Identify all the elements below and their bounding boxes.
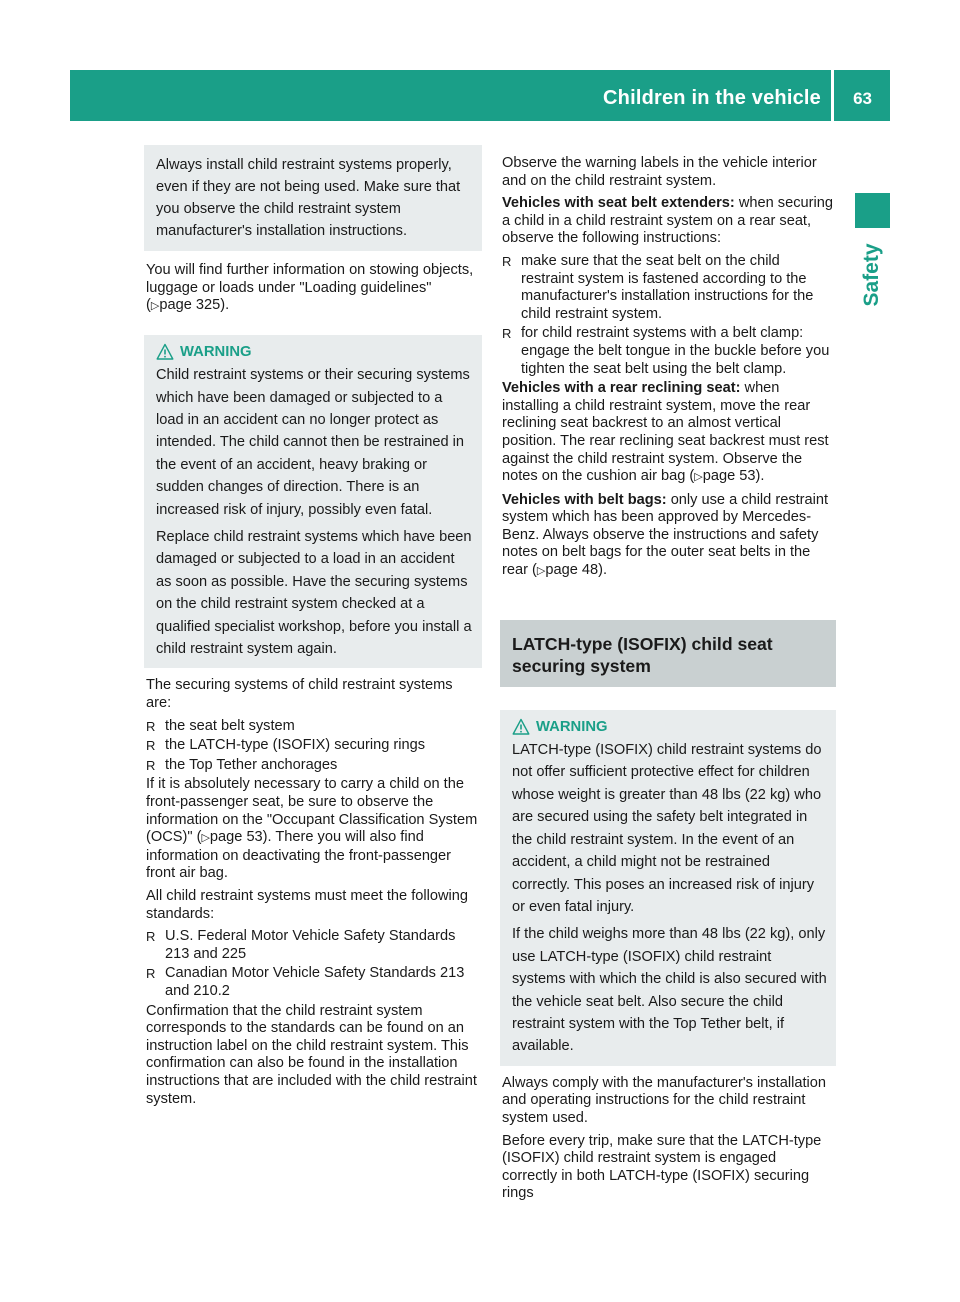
standards-intro: All child restraint systems must meet the following standards: — [146, 888, 468, 922]
page-ref-arrow-icon: ▷ — [694, 471, 703, 484]
list-item: R make sure that the seat belt on the child restraint system is fastened according to the manufacturer's installation instructions for the child restraint system. — [502, 253, 834, 323]
note-box — [144, 145, 482, 251]
warning-paragraph: LATCH-type (ISOFIX) child restraint systems do not offer sufficient protective effect for children whose weight is greater than 48 lbs (22 kg) who are secured using the safety belt integrated in the child restraint system. In the event of an accident, a child might not be restrained correctly. This poses an increased risk of injury or even fatal injury. — [512, 742, 822, 915]
warning-box-damaged-systems — [144, 335, 482, 669]
warning-heading: WARNING — [156, 341, 474, 363]
warning-heading: WARNING — [512, 716, 828, 738]
header-divider — [831, 70, 834, 121]
comply-paragraph: Always comply with the manufacturer's installation and operating instructions for the child restraint system used. — [502, 1074, 826, 1126]
list-item: R the seat belt system — [146, 718, 480, 736]
page-ref-arrow-icon: ▷ — [201, 832, 210, 845]
list-item: R for child restraint systems with a belt clamp: engage the belt tongue in the buckle before you tighten the seat belt using the belt clamp. — [502, 325, 834, 378]
section-tab-label: Safety — [860, 243, 883, 307]
note-text: Always install child restraint systems properly, even if they are not being used. Make sure that you observe the child restraint system manufacturer's installation instructions. — [156, 157, 461, 239]
stowing-paragraph: You will find further information on stowing objects, luggage or loads under "Loading guidelines" (▷page 325). — [146, 262, 474, 314]
warning-triangle-icon — [512, 718, 530, 736]
warning-paragraph: Child restraint systems or their securing systems which have been damaged or subjected to a load in an accident can no longer protect as intended. The child cannot then be restrained in the event of an accident, heavy braking or sudden changes of direction. There is an increased risk of injury, possibly even fatal. — [156, 367, 470, 518]
belt-bags-paragraph: Vehicles with belt bags: only use a child restraint system which has been approved by Mercedes-Benz. Always observe the instructions and safety notes on belt bags for the outer seat belts in the rear (▷page 48). — [502, 491, 829, 579]
list-item: R the Top Tether anchorages — [146, 757, 480, 775]
right-column — [502, 155, 834, 1208]
page-ref-arrow-icon: ▷ — [536, 565, 546, 578]
list-item: R U.S. Federal Motor Vehicle Safety Standards 213 and 225 — [146, 928, 480, 963]
header-bar — [70, 70, 890, 121]
warning-labels-paragraph: Observe the warning labels in the vehicle interior and on the child restraint system. — [502, 155, 817, 189]
before-trip-paragraph: Before every trip, make sure that the LATCH-type (ISOFIX) child restraint system is engaged correctly in both LATCH-type (ISOFIX) securing rings — [502, 1132, 822, 1202]
front-passenger-paragraph: If it is absolutely necessary to carry a child on the front-passenger seat, be sure to observe the information on the "Occupant Classification System (OCS)" (▷page 53). There you will also find information on deactivating the front-passenger front air bag. — [146, 776, 478, 882]
warning-triangle-icon — [156, 343, 174, 361]
warning-paragraph: If the child weighs more than 48 lbs (22 kg), only use LATCH-type (ISOFIX) child restraint systems with which the child is also secured with the vehicle seat belt. Also secure the child restraint system with the Top Tether belt, if available. — [512, 926, 827, 1055]
reclining-paragraph: Vehicles with a rear reclining seat: when installing a child restraint system, move the rear reclining seat backrest to an almost vertical position. The rear reclining seat backrest must rest against the child restraint system. Observe the notes on the cushion air bag (▷page 53). — [502, 380, 829, 485]
confirmation-paragraph: Confirmation that the child restraint system corresponds to the standards can be found on an instruction label on the child restraint system. This confirmation can also be found in the installation instructions that are included with the child restraint system. — [146, 1002, 477, 1107]
page-title: Children in the vehicle — [603, 87, 821, 109]
page-number: 63 — [853, 89, 872, 108]
page-ref-arrow-icon: ▷ — [150, 300, 160, 313]
list-item: R Canadian Motor Vehicle Safety Standards 213 and 210.2 — [146, 965, 480, 1000]
section-heading: LATCH-type (ISOFIX) child seat securing system — [500, 620, 836, 687]
securing-intro: The securing systems of child restraint systems are: — [146, 677, 453, 712]
section-tab-marker — [855, 193, 890, 228]
list-item: R the LATCH-type (ISOFIX) securing rings — [146, 737, 480, 755]
warning-box-latch — [500, 710, 836, 1066]
warning-paragraph: Replace child restraint systems which have been damaged or subjected to a load in an accident as soon as possible. Have the securing systems on the child restraint system checked at a qualified specialist workshop, before you install a child restraint system again. — [156, 529, 472, 658]
extenders-paragraph: Vehicles with seat belt extenders: when securing a child in a child restraint system on a rear seat, observe the following instructions: — [502, 195, 833, 247]
left-column — [146, 145, 480, 1113]
